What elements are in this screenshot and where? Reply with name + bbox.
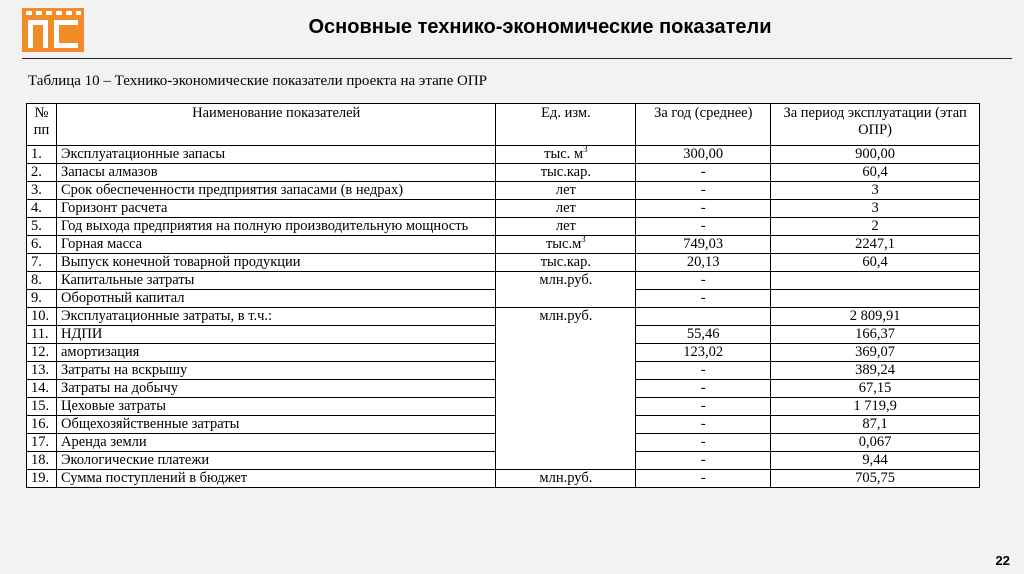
table-header-row bbox=[27, 104, 980, 146]
row-year: - bbox=[636, 470, 771, 488]
row-period: 166,37 bbox=[771, 326, 980, 344]
row-year: - bbox=[636, 218, 771, 236]
row-period: 705,75 bbox=[771, 470, 980, 488]
row-year: 55,46 bbox=[636, 326, 771, 344]
row-year: - bbox=[636, 380, 771, 398]
table-row bbox=[27, 200, 980, 218]
page-number: 22 bbox=[995, 553, 1010, 568]
row-num: 12. bbox=[27, 344, 57, 362]
row-period bbox=[771, 272, 980, 290]
row-num: 9. bbox=[27, 290, 57, 308]
header-period: За период эксплуатации (этап ОПР) bbox=[771, 104, 980, 146]
row-year: 20,13 bbox=[636, 254, 771, 272]
logo bbox=[22, 8, 84, 52]
row-name: Общехозяйственные затраты bbox=[56, 416, 495, 434]
row-name: амортизация bbox=[56, 344, 495, 362]
row-num: 7. bbox=[27, 254, 57, 272]
row-period: 369,07 bbox=[771, 344, 980, 362]
row-period: 60,4 bbox=[771, 254, 980, 272]
table-row bbox=[27, 218, 980, 236]
row-period: 0,067 bbox=[771, 434, 980, 452]
row-year: - bbox=[636, 362, 771, 380]
table-row bbox=[27, 272, 980, 290]
header-name: Наименование показателей bbox=[56, 104, 495, 146]
row-unit: тыс.кар. bbox=[496, 254, 636, 272]
header-num: № пп bbox=[27, 104, 57, 146]
row-unit: лет bbox=[496, 182, 636, 200]
row-period: 87,1 bbox=[771, 416, 980, 434]
row-year: - bbox=[636, 416, 771, 434]
row-unit: млн.руб. bbox=[496, 470, 636, 488]
row-name: Цеховые затраты bbox=[56, 398, 495, 416]
row-name: НДПИ bbox=[56, 326, 495, 344]
merged-unit-cell: млн.руб. bbox=[496, 272, 636, 308]
row-num: 18. bbox=[27, 452, 57, 470]
row-num: 17. bbox=[27, 434, 57, 452]
row-unit: лет bbox=[496, 200, 636, 218]
row-year: - bbox=[636, 164, 771, 182]
table-row bbox=[27, 182, 980, 200]
row-num: 13. bbox=[27, 362, 57, 380]
row-unit: тыс. $м^3$ bbox=[496, 146, 636, 164]
row-year: - bbox=[636, 434, 771, 452]
row-unit: лет bbox=[496, 218, 636, 236]
indicators-table bbox=[26, 103, 980, 488]
row-num: 3. bbox=[27, 182, 57, 200]
row-period: 9,44 bbox=[771, 452, 980, 470]
row-name: Сумма поступлений в бюджет bbox=[56, 470, 495, 488]
table-row bbox=[27, 470, 980, 488]
row-name: Аренда земли bbox=[56, 434, 495, 452]
row-year: - bbox=[636, 272, 771, 290]
row-num: 2. bbox=[27, 164, 57, 182]
row-num: 19. bbox=[27, 470, 57, 488]
row-num: 15. bbox=[27, 398, 57, 416]
row-name: Затраты на вскрышу bbox=[56, 362, 495, 380]
merged-unit-cell: млн.руб. bbox=[496, 308, 636, 470]
table-row bbox=[27, 254, 980, 272]
row-period bbox=[771, 290, 980, 308]
row-name: Затраты на добычу bbox=[56, 380, 495, 398]
row-period: 2 bbox=[771, 218, 980, 236]
header-year: За год (среднее) bbox=[636, 104, 771, 146]
row-year: - bbox=[636, 200, 771, 218]
row-period: 60,4 bbox=[771, 164, 980, 182]
row-year: - bbox=[636, 290, 771, 308]
row-year: 123,02 bbox=[636, 344, 771, 362]
row-num: 14. bbox=[27, 380, 57, 398]
row-name: Выпуск конечной товарной продукции bbox=[56, 254, 495, 272]
row-name: Эксплуатационные затраты, в т.ч.: bbox=[56, 308, 495, 326]
row-num: 11. bbox=[27, 326, 57, 344]
row-name: Экологические платежи bbox=[56, 452, 495, 470]
row-period: 3 bbox=[771, 182, 980, 200]
row-name: Горная масса bbox=[56, 236, 495, 254]
row-year: 300,00 bbox=[636, 146, 771, 164]
row-period: 3 bbox=[771, 200, 980, 218]
row-num: 1. bbox=[27, 146, 57, 164]
table-row bbox=[27, 308, 980, 326]
table-row bbox=[27, 146, 980, 164]
row-period: 2247,1 bbox=[771, 236, 980, 254]
row-name: Запасы алмазов bbox=[56, 164, 495, 182]
row-num: 5. bbox=[27, 218, 57, 236]
row-name: Срок обеспеченности предприятия запасами (в недрах) bbox=[56, 182, 495, 200]
row-num: 8. bbox=[27, 272, 57, 290]
row-period: 1 719,9 bbox=[771, 398, 980, 416]
row-year: - bbox=[636, 452, 771, 470]
title-divider bbox=[22, 58, 1012, 59]
table-caption: Таблица 10 – Технико-экономические показатели проекта на этапе ОПР bbox=[28, 73, 487, 89]
row-year: - bbox=[636, 398, 771, 416]
row-name: Капитальные затраты bbox=[56, 272, 495, 290]
row-num: 4. bbox=[27, 200, 57, 218]
row-num: 6. bbox=[27, 236, 57, 254]
row-name: Эксплуатационные запасы bbox=[56, 146, 495, 164]
row-name: Оборотный капитал bbox=[56, 290, 495, 308]
header-unit: Ед. изм. bbox=[496, 104, 636, 146]
row-period: 67,15 bbox=[771, 380, 980, 398]
row-period: 900,00 bbox=[771, 146, 980, 164]
row-year: 749,03 bbox=[636, 236, 771, 254]
row-year bbox=[636, 308, 771, 326]
row-name: Горизонт расчета bbox=[56, 200, 495, 218]
row-year: - bbox=[636, 182, 771, 200]
row-period: 389,24 bbox=[771, 362, 980, 380]
page-title: Основные технико-экономические показатели bbox=[308, 16, 772, 38]
row-unit: $тыс.м^3$ bbox=[496, 236, 636, 254]
row-name: Год выхода предприятия на полную производительную мощность bbox=[56, 218, 495, 236]
row-num: 10. bbox=[27, 308, 57, 326]
row-num: 16. bbox=[27, 416, 57, 434]
table-row bbox=[27, 236, 980, 254]
row-unit: тыс.кар. bbox=[496, 164, 636, 182]
table-row bbox=[27, 164, 980, 182]
row-period: 2 809,91 bbox=[771, 308, 980, 326]
